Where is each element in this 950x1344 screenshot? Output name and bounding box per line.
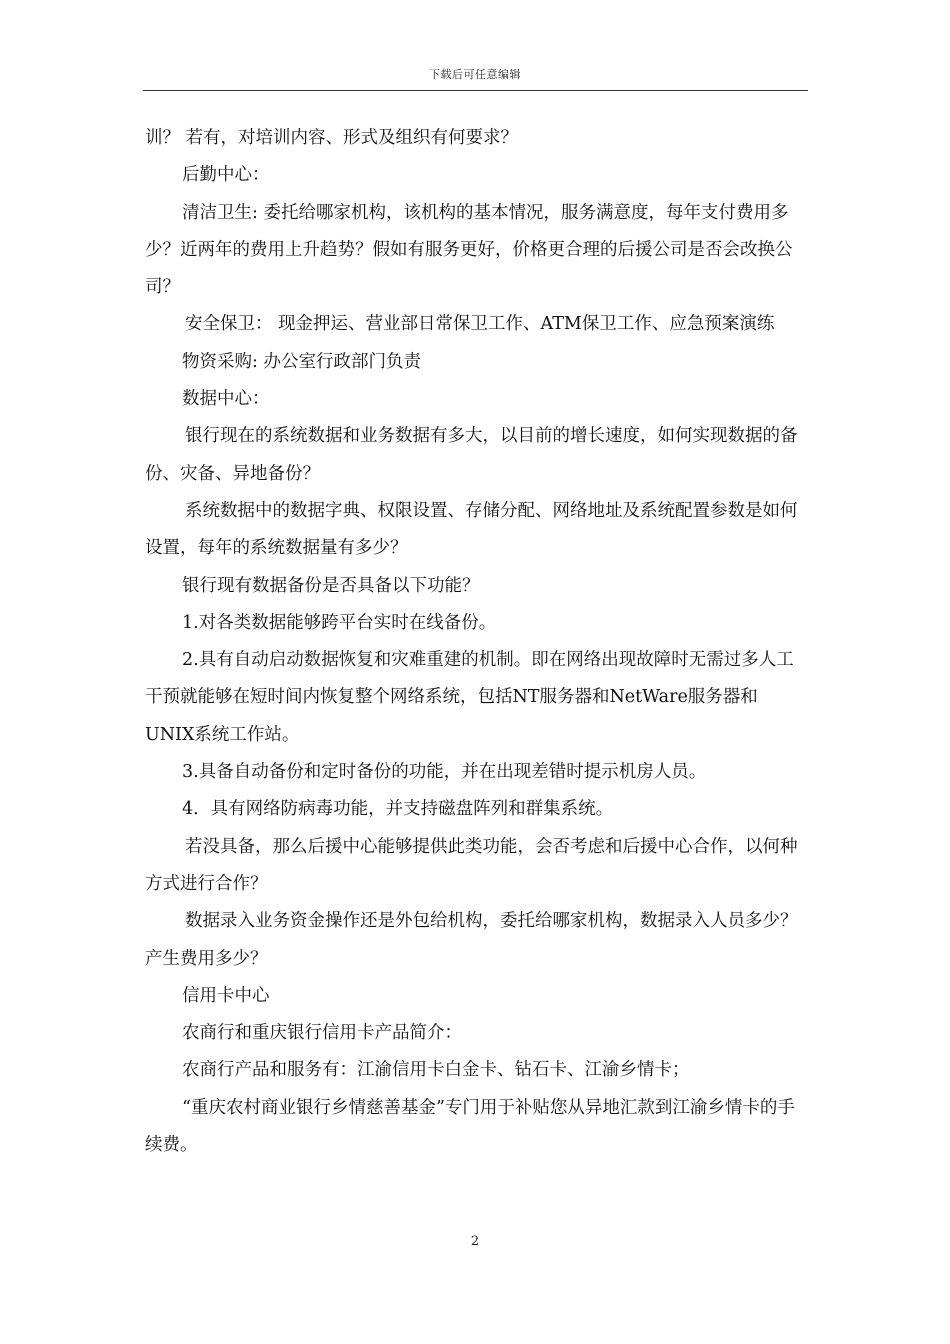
paragraph-procurement: 物资采购: 办公室行政部门负责 — [182, 351, 421, 372]
paragraph-charity-fund: “重庆农村商业银行乡情慈善基金”专门用于补贴您从异地汇款到江渝乡情卡的手续费。 — [145, 1097, 795, 1156]
list-item-4: 4．具有网络防病毒功能，并支持磁盘阵列和群集系统。 — [182, 799, 614, 820]
list-item-2: 2.具有自动启动数据恢复和灾难重建的机制。即在网络出现故障时无需过多人工干预就能够在短时间内恢复整个网络系统，包括NT服务器和NetWare服务器和UNIX系统工作站。 — [145, 650, 794, 745]
paragraph-cooperation: 若没具备，那么后援中心能够提供此类功能，会否考虑和后援中心合作，以何种方式进行合作？ — [145, 836, 798, 894]
list-item-3: 3.具备自动备份和定时备份的功能，并在出现差错时提示机房人员。 — [182, 762, 707, 783]
paragraph-data-entry: 数据录入业务资金操作还是外包给机构，委托给哪家机构，数据录入人员多少？产生费用多少？ — [145, 911, 798, 969]
paragraph-system-data: 系统数据中的数据字典、权限设置、存储分配、网络地址及系统配置参数是如何设置，每年的系统数据量有多少？ — [145, 500, 798, 559]
paragraph-security: 安全保卫： 现金押运、营业部日常保卫工作、ATM保卫工作、应急预案演练 — [185, 314, 775, 335]
document-body — [145, 120, 807, 1164]
paragraph-rural-bank-products: 农商行产品和服务有：江渝信用卡白金卡、钻石卡、江渝乡情卡； — [182, 1060, 690, 1081]
heading-data-center: 数据中心： — [182, 389, 270, 410]
heading-logistics-center: 后勤中心： — [182, 165, 270, 186]
header-divider — [143, 90, 808, 91]
paragraph-cleaning: 清洁卫生: 委托给哪家机构，该机构的基本情况，服务满意度，每年支付费用多少？近两年的费用上升趋势？假如有服务更好，价格更合理的后援公司是否会改换公司？ — [145, 202, 793, 298]
list-item-1: 1.对各类数据能够跨平台实时在线备份。 — [182, 612, 497, 633]
page-number: 2 — [470, 1234, 480, 1249]
paragraph-data-size: 银行现在的系统数据和业务数据有多大，以目前的增长速度，如何实现数据的备份、灾备、异地备份？ — [145, 426, 798, 484]
paragraph-training-requirements: 训？ 若有，对培训内容、形式及组织有何要求？ — [145, 128, 519, 148]
paragraph-backup-question: 银行现有数据备份是否具备以下功能？ — [182, 575, 480, 596]
paragraph-credit-card-intro: 农商行和重庆银行信用卡产品简介： — [182, 1023, 462, 1044]
heading-credit-card-center: 信用卡中心 — [182, 985, 270, 1006]
page-header: 下载后可任意编辑 — [429, 68, 521, 81]
